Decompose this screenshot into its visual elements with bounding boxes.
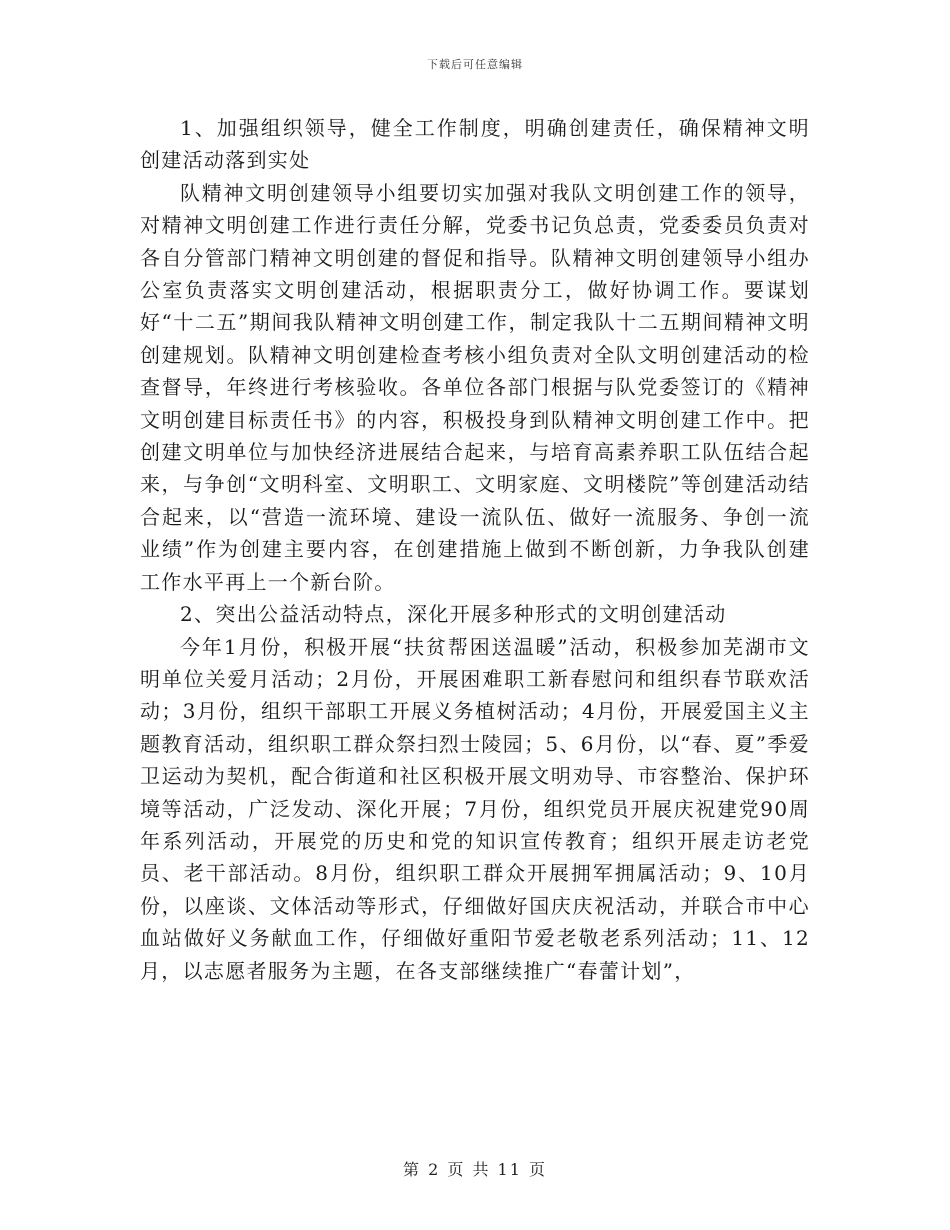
body-paragraph-1: 队精神文明创建领导小组要切实加强对我队文明创建工作的领导，对精神文明创建工作进行责任分解，党委书记负总责，党委委员负责对各自分管部门精神文明创建的督促和指导。队精神文明创建领导小组办公室负责落实文明创建活动，根据职责分工，做好协调工作。要谋划好“十二五”期间我队精神文明创建工作，制定我队十二五期间精神文明创建规划。队精神文明创建检查考核小组负责对全队文明创建活动的检查督导，年终进行考核验收。各单位各部门根据与队党委签订的《精神文明创建目标责任书》的内容，积极投身到队精神文明创建工作中。把创建文明单位与加快经济进展结合起来，与培育高素养职工队伍结合起来，与争创“文明科室、文明职工、文明家庭、文明楼院”等创建活动结合起来，以“营造一流环境、建设一流队伍、做好一流服务、争创一流业绩”作为创建主要内容，在创建措施上做到不断创新，力争我队创建工作水平再上一个新台阶。 xyxy=(140,180,810,594)
page-header: 下载后可任意编辑 xyxy=(427,58,523,71)
document-body xyxy=(140,112,810,987)
section-heading-1: 1、加强组织领导，健全工作制度，明确创建责任，确保精神文明创建活动落到实处 xyxy=(140,116,810,173)
body-paragraph-2: 今年1月份，积极开展“扶贫帮困送温暖”活动，积极参加芜湖市文明单位关爱月活动；2月份，开展困难职工新春慰问和组织春节联欢活动；3月份，组织干部职工开展义务植树活动；4月份，开展爱国主义主题教育活动，组织职工群众祭扫烈士陵园；5、6月份，以“春、夏”季爱卫运动为契机，配合街道和社区积极开展文明劝导、市容整治、保护环境等活动，广泛发动、深化开展；7月份，组织党员开展庆祝建党90周年系列活动，开展党的历史和党的知识宣传教育；组织开展走访老党员、老干部活动。8月份，组织职工群众开展拥军拥属活动；9、10月份，以座谈、文体活动等形式，仔细做好国庆庆祝活动，并联合市中心血站做好义务献血工作，仔细做好重阳节爱老敬老系列活动；11、12月，以志愿者服务为主题，在各支部继续推广“春蕾计划”， xyxy=(140,634,810,983)
section-heading-2: 2、突出公益活动特点，深化开展多种形式的文明创建活动 xyxy=(180,602,727,627)
page-number-footer: 第 2 页 共 11 页 xyxy=(403,1160,547,1179)
